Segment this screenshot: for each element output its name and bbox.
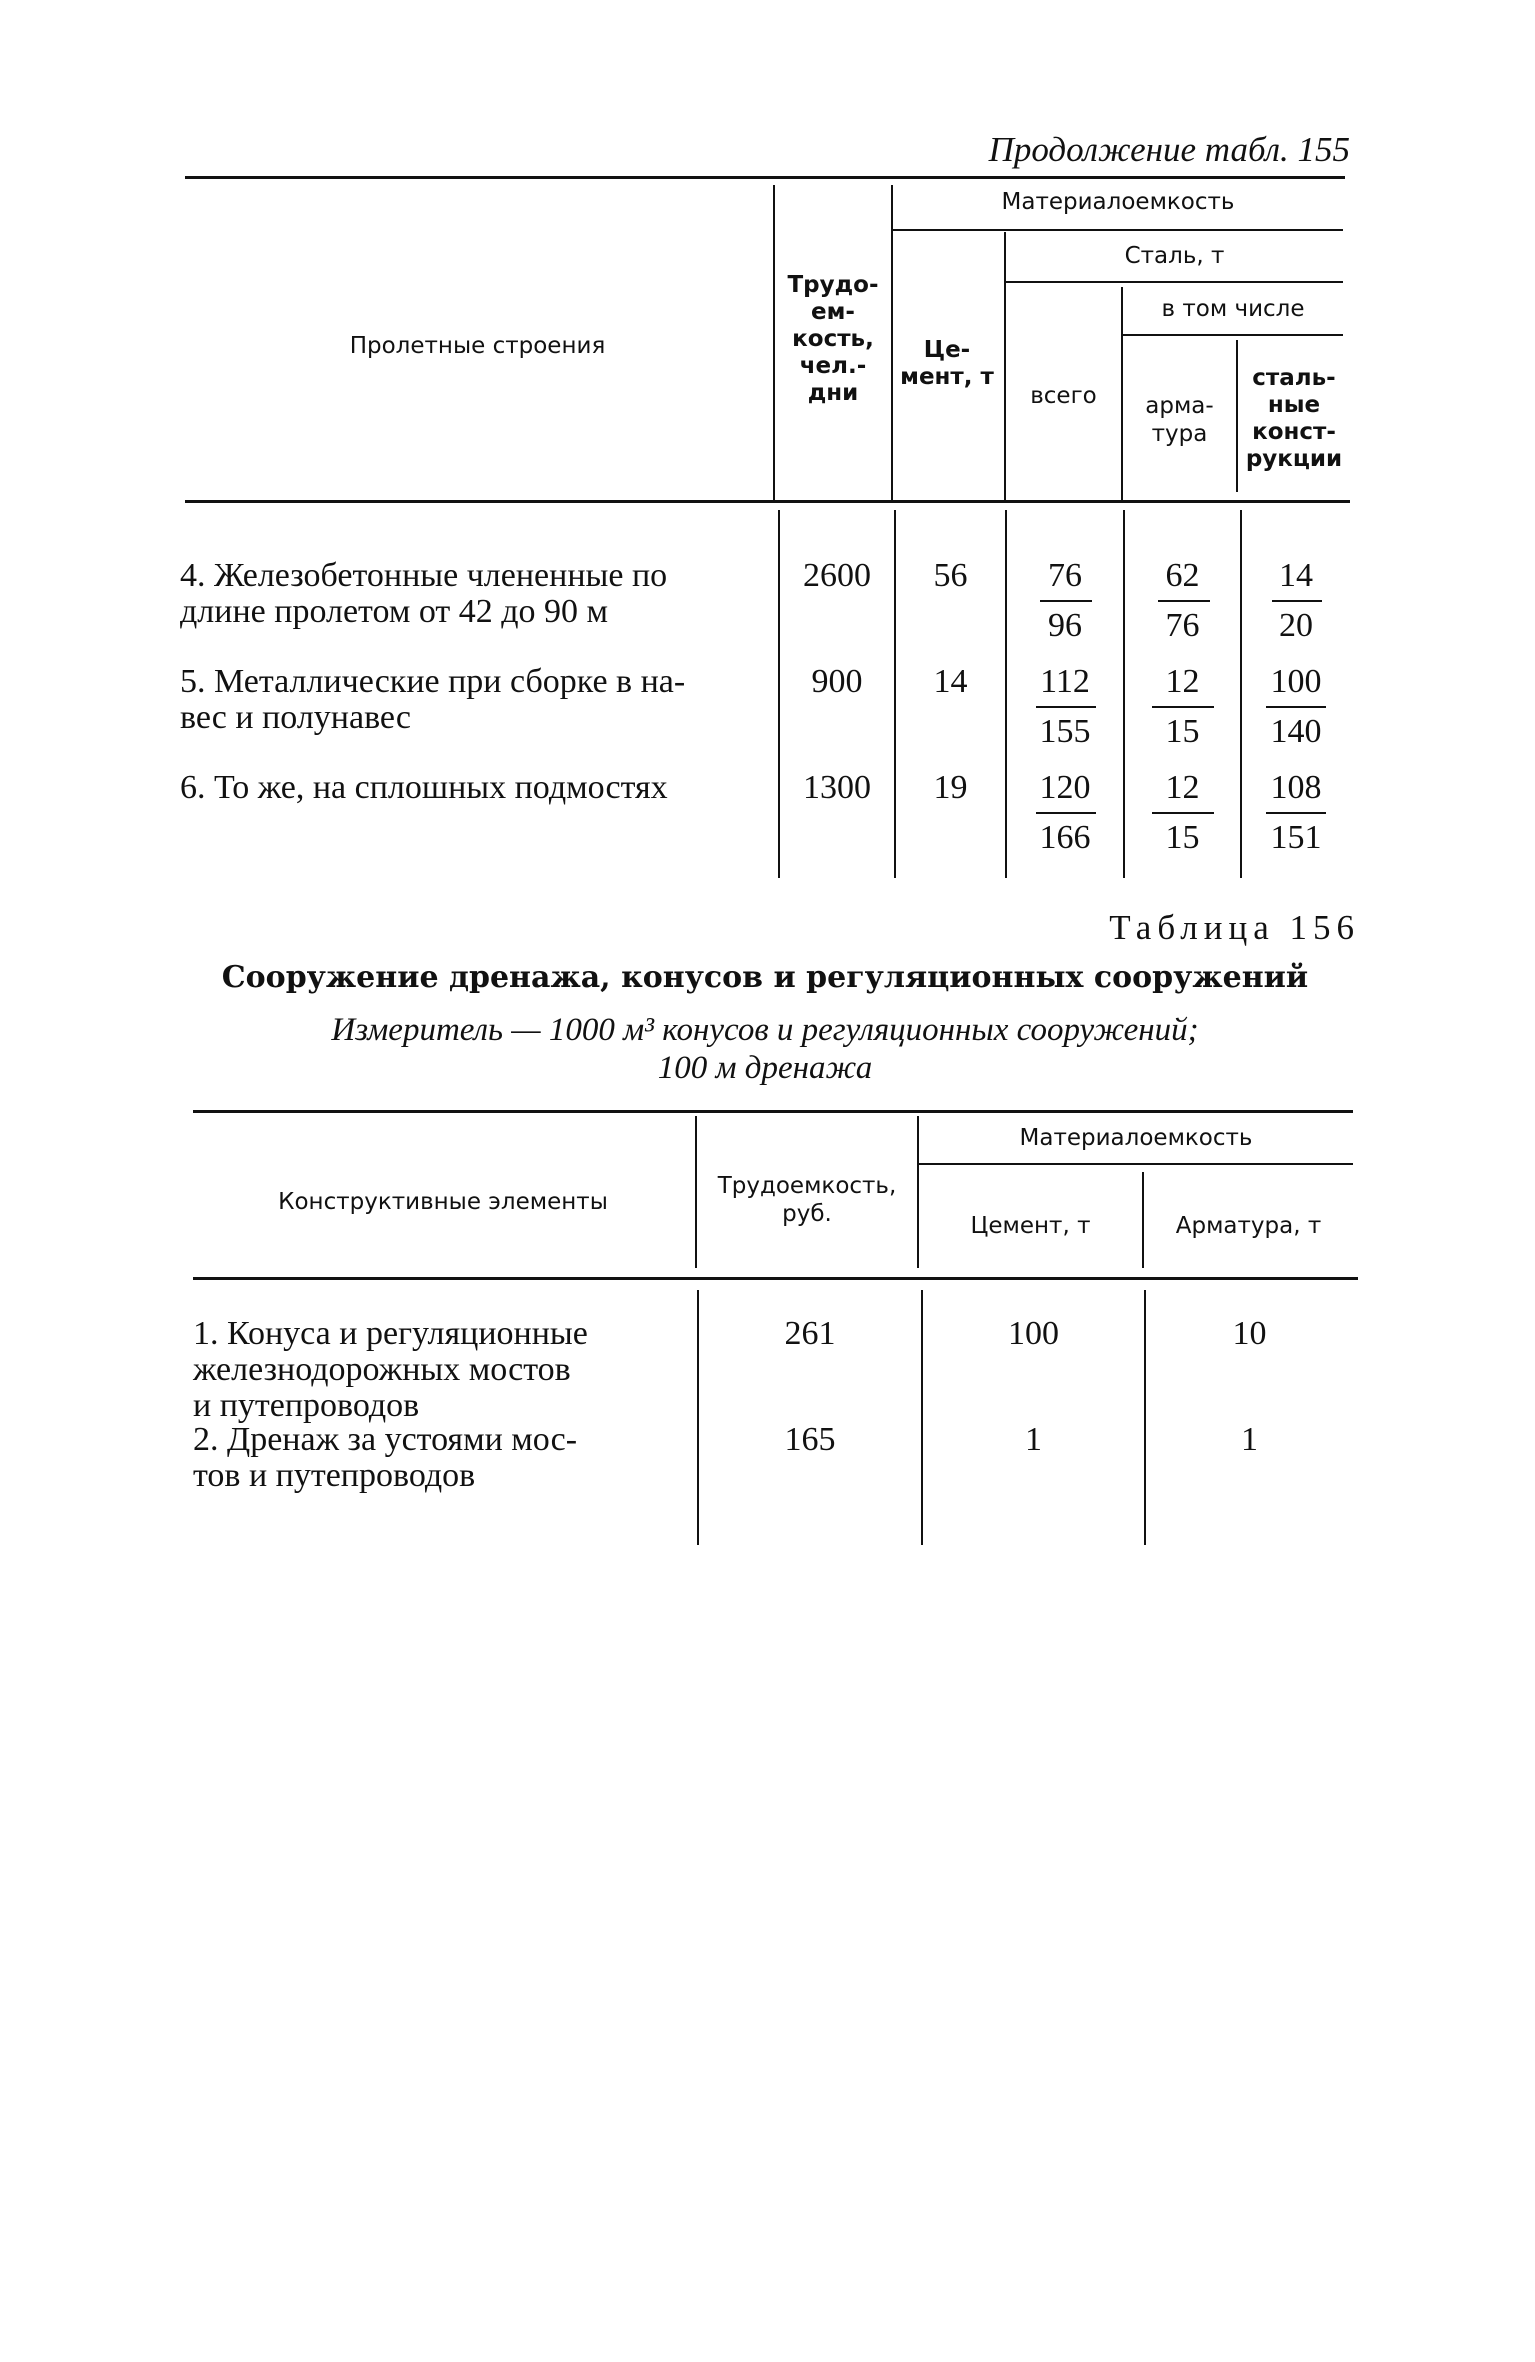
table155-continuation-label: Продолжение табл. 155 xyxy=(988,130,1350,169)
t156-top-rule xyxy=(193,1110,1353,1113)
t155-r4-labor: 2600 xyxy=(803,557,871,594)
t156-header-cement: Цемент, т xyxy=(970,1213,1091,1239)
t156-r2-cement: 1 xyxy=(1025,1421,1042,1458)
t155-rule-material xyxy=(893,229,1343,231)
table156-title: Сооружение дренажа, конусов и регуляционных сооружений xyxy=(221,960,1309,995)
t156-header-labor: Трудоемкость, руб. xyxy=(717,1173,897,1227)
t155-header-including: в том числе xyxy=(1161,296,1305,322)
t155-r6-rebar-top: 12 xyxy=(1165,769,1200,806)
t155-header-rebar: арма- тура xyxy=(1145,393,1214,447)
t155-r5-steel-fraction-bar xyxy=(1266,706,1326,708)
t155-r5-rebar-top: 12 xyxy=(1165,663,1200,700)
table156-subtitle-2: 100 м дренажа xyxy=(657,1050,873,1086)
t155-r6-rebar-bottom: 15 xyxy=(1165,819,1200,856)
t155-r5-total-top: 112 xyxy=(1040,663,1090,700)
t155-r5-rebar-bottom: 15 xyxy=(1165,713,1200,750)
t155-r4-rebar-top: 62 xyxy=(1165,557,1200,594)
t155-header-material: Материалоемкость xyxy=(1001,189,1235,215)
t155-header-steel-structures: сталь- ные конст- рукции xyxy=(1245,365,1343,472)
t155-r4-steel-bottom: 20 xyxy=(1279,607,1313,644)
table-row: 2. Дренаж за устоями мос- тов и путепроводов xyxy=(193,1421,578,1494)
t155-r4-steel-top: 14 xyxy=(1279,557,1313,594)
t155-r6-steel-bottom: 151 xyxy=(1270,819,1322,856)
t156-header-bottom-rule xyxy=(193,1277,1358,1280)
table156-number: Таблица 156 xyxy=(1109,908,1360,947)
table-row: 5. Металлические при сборке в на- вес и полунавес xyxy=(180,663,686,736)
t155-r5-steel-top: 100 xyxy=(1270,663,1322,700)
t155-header-bottom-rule xyxy=(185,500,1350,503)
t155-r4-total-fraction-bar xyxy=(1040,600,1092,602)
t155-r6-steel-top: 108 xyxy=(1270,769,1322,806)
t155-header-steel: Сталь, т xyxy=(1124,243,1225,269)
t155-header-span: Пролетные строения xyxy=(349,333,606,359)
t155-r6-total-top: 120 xyxy=(1039,769,1091,806)
t155-r6-total-fraction-bar xyxy=(1036,812,1096,814)
t156-header-material: Материалоемкость xyxy=(1019,1125,1253,1151)
t155-r4-rebar-fraction-bar xyxy=(1158,600,1210,602)
t155-r6-cement: 19 xyxy=(933,769,968,806)
t155-rule-steel xyxy=(1006,281,1343,283)
table-row: 1. Конуса и регуляционные железнодорожных мостов и путепроводов xyxy=(193,1315,588,1424)
t155-header-labor: Трудо- ем- кость, чел.- дни xyxy=(787,272,879,406)
t155-r4-steel-fraction-bar xyxy=(1272,600,1322,602)
t155-r5-labor: 900 xyxy=(811,663,863,700)
t155-header-cement: Це- мент, т xyxy=(900,337,994,390)
t155-r4-rebar-bottom: 76 xyxy=(1165,607,1200,644)
t156-header-rebar: Арматура, т xyxy=(1175,1213,1322,1239)
t155-r4-total-top: 76 xyxy=(1048,557,1082,594)
t155-r6-rebar-fraction-bar xyxy=(1152,812,1214,814)
t156-r2-rebar: 1 xyxy=(1241,1421,1258,1458)
t155-r5-total-bottom: 155 xyxy=(1039,713,1091,750)
t155-r6-steel-fraction-bar xyxy=(1266,812,1326,814)
table155-top-rule xyxy=(185,176,1345,179)
t155-r4-total-bottom: 96 xyxy=(1048,607,1082,644)
t155-r5-cement: 14 xyxy=(933,663,968,700)
table-row: 4. Железобетонные члененные по длине пролетом от 42 до 90 м xyxy=(180,557,668,630)
table-row: 6. То же, на сплошных подмостях xyxy=(180,769,668,806)
t156-r1-cement: 100 xyxy=(1008,1315,1059,1352)
table156-subtitle-1: Измеритель — 1000 м³ конусов и регуляционных сооружений; xyxy=(331,1012,1199,1048)
t155-r6-labor: 1300 xyxy=(803,769,871,806)
t155-r6-total-bottom: 166 xyxy=(1039,819,1091,856)
t155-r4-cement: 56 xyxy=(933,557,968,594)
t156-r2-labor: 165 xyxy=(784,1421,836,1458)
t156-r1-rebar: 10 xyxy=(1232,1315,1267,1352)
t155-header-total: всего xyxy=(1030,383,1097,409)
t155-r5-steel-bottom: 140 xyxy=(1270,713,1322,750)
t156-header-elements: Конструктивные элементы xyxy=(278,1189,608,1215)
t155-rule-including xyxy=(1123,334,1343,336)
t155-r5-rebar-fraction-bar xyxy=(1152,706,1214,708)
t155-r5-total-fraction-bar xyxy=(1036,706,1096,708)
t156-rule-material xyxy=(919,1163,1353,1165)
t156-r1-labor: 261 xyxy=(784,1315,836,1352)
